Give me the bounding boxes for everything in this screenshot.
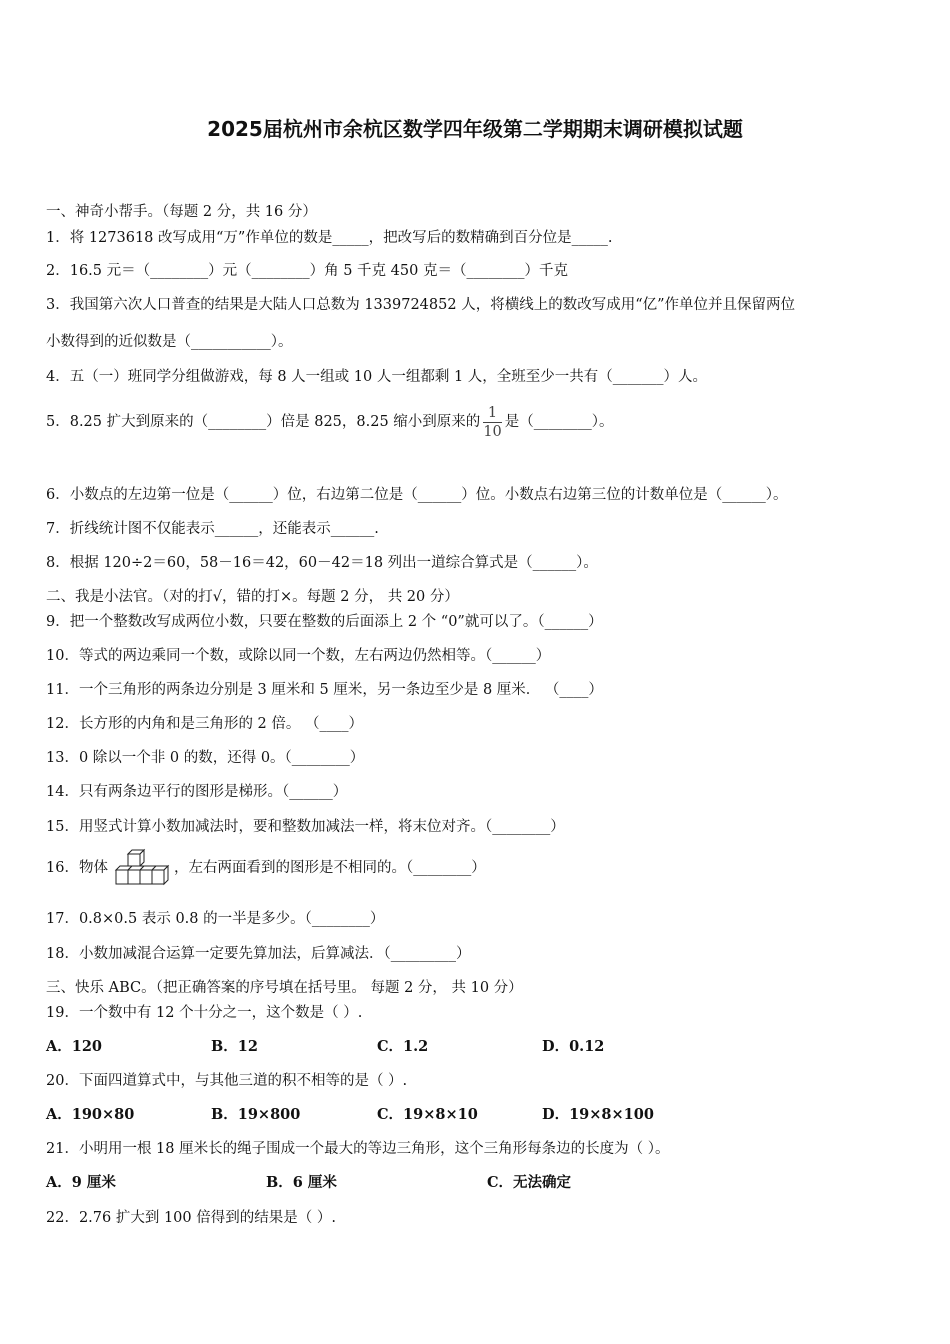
question-17: 17．0.8×0.5 表示 0.8 的一半是多少。（________） (46, 911, 385, 927)
question-3-line1: 3．我国第六次人口普查的结果是大陆人口总数为 1339724852 人，将横线上的数改写成用“亿”作单位并且保留两位 (46, 297, 796, 313)
question-19: 19．一个数中有 12 个十分之一，这个数是（ ）. (46, 1005, 363, 1021)
question-5-part2: 是（________）。 (504, 414, 614, 430)
question-21: 21．小明用一根 18 厘米长的绳子围成一个最大的等边三角形，这个三角形每条边的长度为（ ）。 (46, 1141, 670, 1157)
question-15: 15．用竖式计算小数加减法时，要和整数加减法一样，将末位对齐。（________） (46, 819, 565, 835)
question-9: 9．把一个整数改写成两位小数，只要在整数的后面添上 2 个 “0”就可以了。（______） (46, 614, 603, 630)
question-11: 11．一个三角形的两条边分别是 3 厘米和 5 厘米，另一条边至少是 8 厘米． （____） (46, 682, 603, 698)
question-22: 22．2.76 扩大到 100 倍得到的结果是（ ）. (46, 1210, 336, 1226)
question-20-option-a: A．190×80 (46, 1106, 135, 1123)
section-2-heading: 二、我是小法官。（对的打√，错的打×。每题 2 分， 共 20 分） (46, 589, 459, 605)
question-21-option-a: A．9 厘米 (46, 1174, 116, 1191)
question-13: 13．0 除以一个非 0 的数，还得 0。（________） (46, 750, 365, 766)
question-8: 8．根据 120÷2＝60，58－16＝42，60－42＝18 列出一道综合算式是（______）。 (46, 555, 598, 571)
question-20: 20．下面四道算式中，与其他三道的积不相等的是（ ）. (46, 1073, 408, 1089)
question-19-option-c: C．1.2 (377, 1038, 429, 1055)
question-1: 1．将 1273618 改写成用“万”作单位的数是_____，把改写后的数精确到百分位是_____. (46, 230, 613, 246)
question-21-option-b: B．6 厘米 (266, 1174, 337, 1191)
question-16 (46, 846, 486, 890)
question-19-option-a: A．120 (46, 1038, 103, 1055)
question-19-option-d: D．0.12 (542, 1038, 605, 1055)
section-1-heading: 一、神奇小帮手。（每题 2 分，共 16 分） (46, 204, 317, 220)
question-19-option-b: B．12 (211, 1038, 258, 1055)
question-6: 6．小数点的左边第一位是（______）位，右边第二位是（______）位。小数点右边第三位的计数单位是（______）。 (46, 487, 788, 503)
question-16-part2: ，左右两面看到的图形是不相同的。（________） (173, 860, 486, 876)
question-5-part1: 5．8.25 扩大到原来的（________）倍是 825，8.25 缩小到原来的 (46, 414, 481, 430)
question-5 (46, 402, 614, 446)
question-18: 18．小数加减混合运算一定要先算加法，后算减法．（_________） (46, 946, 471, 962)
question-3-line2: 小数得到的近似数是（___________）。 (46, 334, 293, 350)
question-12: 12．长方形的内角和是三角形的 2 倍。 （____） (46, 716, 364, 732)
section-3-heading: 三、快乐 ABC。（把正确答案的序号填在括号里。 每题 2 分， 共 10 分） (46, 980, 523, 996)
cube-stack-icon (110, 848, 172, 888)
question-16-part1: 16．物体 (46, 860, 108, 876)
question-7: 7．折线统计图不仅能表示______，还能表示______. (46, 521, 379, 537)
fraction-one-tenth (483, 404, 501, 441)
page-title: 2025届杭州市余杭区数学四年级第二学期期末调研模拟试题 (207, 117, 743, 141)
fraction-denominator: 10 (483, 423, 502, 440)
question-21-option-c: C．无法确定 (487, 1174, 572, 1191)
fraction-numerator: 1 (483, 404, 501, 423)
question-2: 2．16.5 元＝（________）元（________）角 5 千克 450 克＝（________）千克 (46, 263, 568, 279)
question-14: 14．只有两条边平行的图形是梯形。（______） (46, 784, 348, 800)
question-10: 10．等式的两边乘同一个数，或除以同一个数，左右两边仍然相等。（______） (46, 648, 551, 664)
question-20-option-c: C．19×8×10 (377, 1106, 478, 1123)
question-20-option-b: B．19×800 (211, 1106, 301, 1123)
question-4: 4．五（一）班同学分组做游戏，每 8 人一组或 10 人一组都剩 1 人，全班至少一共有（_______）人。 (46, 369, 708, 385)
question-20-option-d: D．19×8×100 (542, 1106, 654, 1123)
